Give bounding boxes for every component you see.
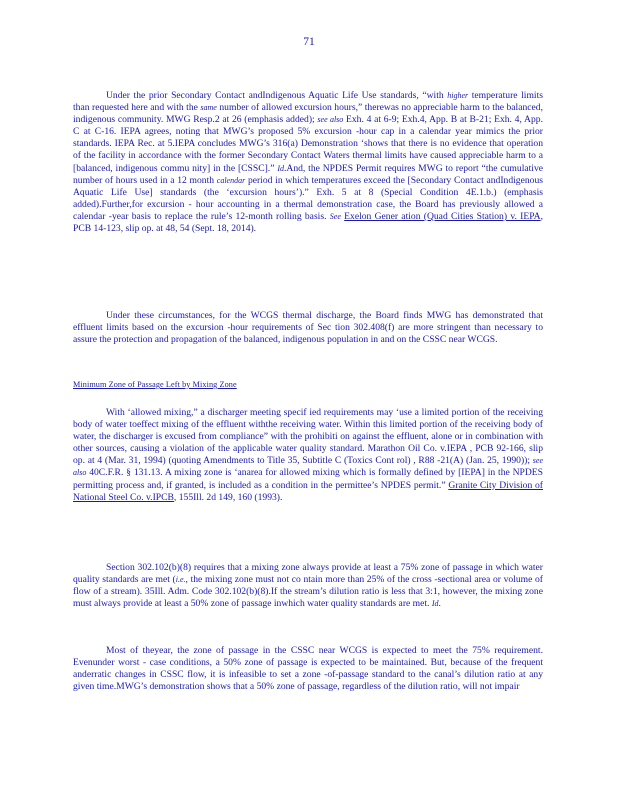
para1-text-6: period in which temperatures exceed the [Secondary Contact andIndigenous Aquatic Life Use] standards (the ‘excursion hours’).” Exh. 5 at 8 (Special Condition 4E.1.b.) (emphasis added).Further,for excursion - hour accounting in a thermal demonstration case, the Board has previously allowed a calendar -year basis to replace the rule’s 12-month rolling basis. [73,174,543,222]
section-heading: Minimum Zone of Passage Left by Mixing Zone [73,380,237,389]
paragraph-prior-standards [73,90,543,235]
para1-text-5: .And, the NPDES Permit requires MWG to report “the cumulative number of hours used in a 12 month [73,162,544,186]
para4-italic-ie: i.e. [175,575,186,585]
para1-italic-same: same [200,103,217,113]
paragraph-board-finding [73,310,543,346]
para1-text-7: , PCB 14-123, slip op. at 48, 54 (Sept. 18, 2014). [73,210,544,235]
para3-text-2: 40C.F.R. § 131.13. A mixing zone is ‘anarea for allowed mixing which is formally defined by [IEPA] in the NPDES permitting process and, if granted, is included as a condition in the permittee’s NPDES permit.” [73,467,543,491]
para3-text-1: With ‘allowed mixing,” a discharger meeting specif ied requirements may ‘use a limited portion of the receiving body of water toeffect mixing of the effluent withthe receiving water. Within this limited portion of the receiving body of water, the discharger is excused from compliance” with the prohibiti on against the effluent, alone or in combination with other sources, causing a violation of the applicable water quality standard. Marathon Oil Co. v.IEPA , PCB 92-166, slip op. at 4 (Mar. 31, 1994) (quoting Amendments to Title 35, Subtitle C (Toxics Cont rol) , R88 -21(A) (Jan. 25, 1990)); [73,407,543,467]
para1-text-1: Under the prior Secondary Contact andIndigenous Aquatic Life Use standards, “with [106,90,444,101]
para1-text-4: Exh. 4 at 6-9; Exh.4, App. B at B-21; Exh. 4, App. C at C-16. IEPA agrees, noting that MWG’s proposed 5% excursion -hour cap in a calendar year mimics the prior standards. IEPA Rec. at 5.IEPA concludes MWG’s 316(a) Demonstration ‘shows that there is no evidence that operation of the facility in accordance with the former Secondary Contact Waters thermal limits have caused appreciable harm to a [balanced, indigenous commu nity] in the [CSSC].” [73,114,543,174]
para3-text-3: , 155Ill. 2d 149, 160 (1993). [173,491,283,503]
case-citation-exelon: Exelon Gener ation (Quad Cities Station) v. IEPA [344,210,541,222]
para1-text-3: number of allowed excursion hours,” therewas no appreciable harm to the balanced, indigenous community. MWG Resp.2 at 26 (emphasis added); [73,102,543,126]
page-number: 71 [303,36,315,48]
para1-italic-id: Id [277,163,284,173]
para1-italic-see-also: see also [317,115,344,125]
para4-text-1: Section 302.102(b)(8) requires that a mixing zone always provide at least a 75% zone of passage in which water quality standards are met ( [73,562,543,586]
para4-italic-id: Id [431,599,439,609]
paragraph-cssc-flow [73,645,543,693]
para1-italic-higher: higher [447,91,469,100]
para1-text-2: temperature limits than requested here and with the [73,90,543,114]
para1-italic-calendar: calendar [216,175,246,185]
paragraph-zone-of-passage [73,562,543,610]
paragraph-allowed-mixing [73,407,543,504]
para2-text: Under these circumstances, for the WCGS thermal discharge, the Board finds MWG has demonstrated that effluent limits based on the excursion -hour requirements of Sec tion 302.408(f) are more stringent than necessary to assure the protection and propagation of the balanced, indigenous population in and on the CSSC near WCGS. [73,310,543,346]
para1-italic-see: See [329,211,341,221]
case-citation-granite-city: Granite City Division of National Steel Co. v.IPCB [73,479,543,503]
para3-italic-see-also: see also [73,456,543,478]
para5-text: Most of theyear, the zone of passage in the CSSC near WCGS is expected to meet the 75% requirement. Evenunder worst - case conditions, a 50% zone of passage is expected to be maintained. But, because of the frequent anderratic changes in CSSC flow, it is infeasible to set a zone -of-passage standard to the canal’s dilution ratio at any given time.MWG’s demonstration shows that a 50% zone of passage, regardless of the dilution ratio, will not impair [73,645,543,693]
para4-text-2: , the mixing zone must not co ntain more than 25% of the cross -sectional area or volume of flow of a stream). 35Ill. Adm. Code 302.102(b)(8).If the stream’s dilution ratio is less that 3:1, however, the mixing zone must always provide at least a 50% zone of passage inwhich water quality standards are met. [73,574,544,610]
para4-text-3: . [438,598,441,610]
